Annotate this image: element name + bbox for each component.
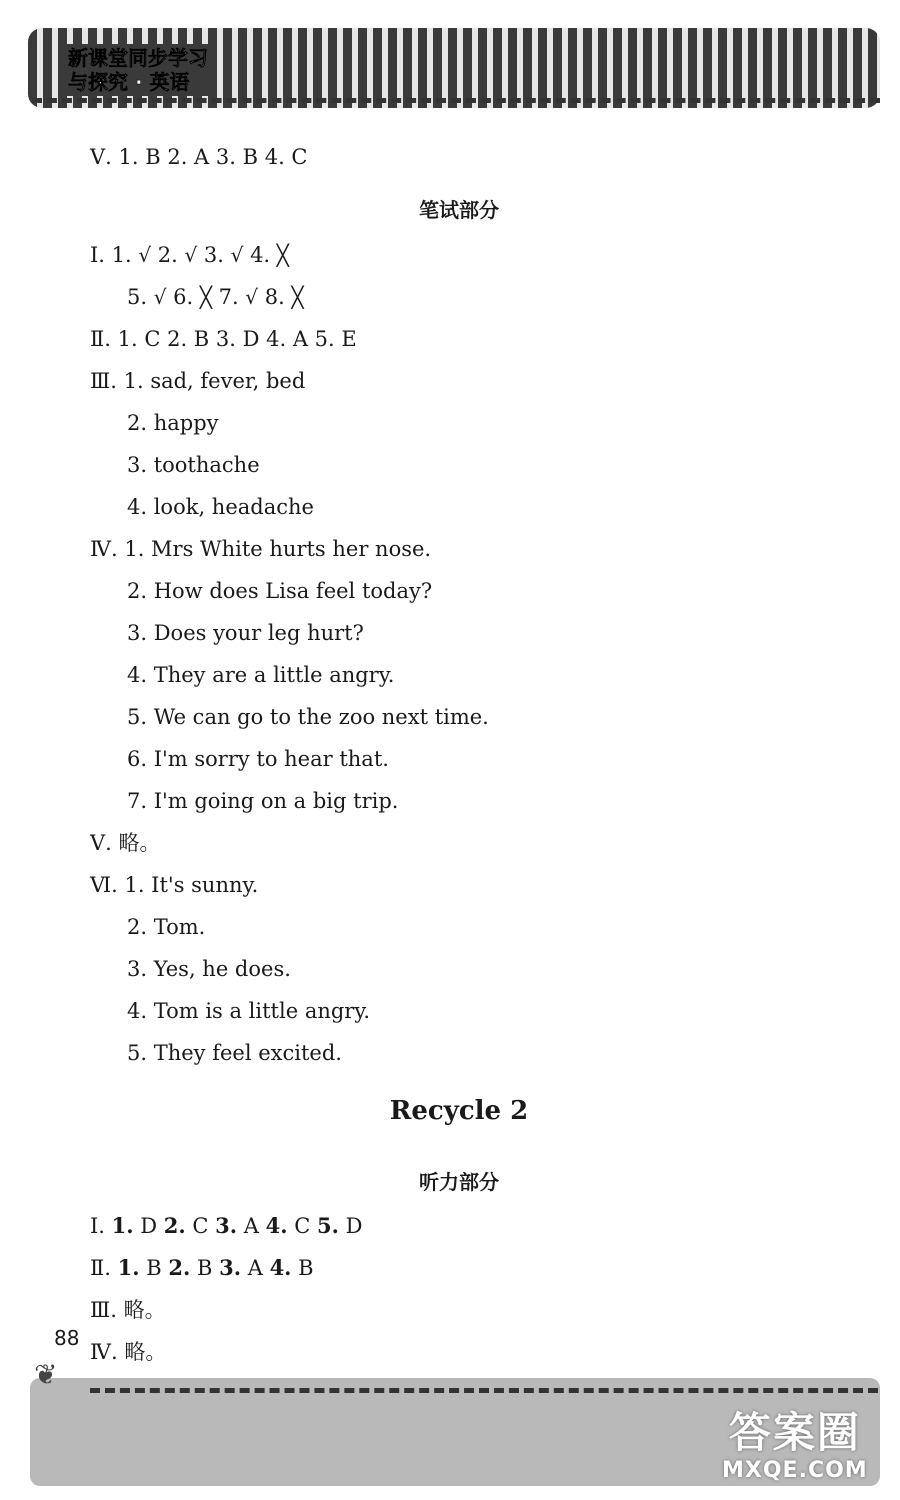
- check-mark-icon: √: [138, 243, 152, 267]
- answer-v-listening: Ⅴ. 1. B 2. A 3. B 4. C: [90, 145, 308, 169]
- book-title-line1: 新课堂同步学习: [68, 46, 208, 70]
- label: 4.: [243, 243, 277, 267]
- section-title-written: 笔试部分: [419, 198, 499, 222]
- label: 8.: [258, 285, 292, 309]
- cross-mark-icon: ╳: [199, 285, 212, 309]
- watermark-url: MXQE.COM: [722, 1458, 868, 1483]
- page-number: 88: [54, 1326, 80, 1350]
- header-divider: [32, 98, 880, 103]
- label: B: [291, 1256, 314, 1280]
- label: B: [190, 1256, 220, 1280]
- answer-vi-5: 5. They feel excited.: [127, 1041, 342, 1065]
- recycle-answer-ii: [90, 1254, 314, 1282]
- answer-iv-2: 2. How does Lisa feel today?: [127, 579, 433, 603]
- label: 1.: [111, 1213, 134, 1238]
- unit-title-recycle-2: Recycle 2: [389, 1096, 529, 1126]
- answer-i-row1: [90, 241, 289, 269]
- cross-mark-icon: ╳: [276, 243, 289, 267]
- check-mark-icon: √: [153, 285, 167, 309]
- answer-iii-1: Ⅲ. 1. sad, fever, bed: [90, 369, 306, 393]
- label: 7.: [211, 285, 246, 309]
- label: Ⅰ. 1.: [90, 243, 139, 267]
- answer-v-written: Ⅴ. 略。: [90, 831, 161, 855]
- answer-iii-3: 3. toothache: [127, 453, 260, 477]
- answer-iv-7: 7. I'm going on a big trip.: [127, 789, 399, 813]
- cross-mark-icon: ╳: [291, 285, 304, 309]
- label: 4.: [269, 1255, 292, 1280]
- label: D: [338, 1214, 363, 1238]
- answer-vi-1: Ⅵ. 1. It's sunny.: [90, 873, 259, 897]
- check-mark-icon: √: [230, 243, 244, 267]
- leaf-icon: ❦: [34, 1358, 58, 1391]
- label: D: [133, 1214, 164, 1238]
- label: A: [241, 1256, 270, 1280]
- answer-iv-5: 5. We can go to the zoo next time.: [127, 705, 489, 729]
- check-mark-icon: √: [184, 243, 198, 267]
- answer-iv-3: 3. Does your leg hurt?: [127, 621, 364, 645]
- answer-iv-6: 6. I'm sorry to hear that.: [127, 747, 389, 771]
- label: 2.: [163, 1213, 186, 1238]
- footer-divider: [90, 1388, 878, 1393]
- label: 3.: [215, 1213, 238, 1238]
- label: 2.: [168, 1255, 191, 1280]
- watermark-logo: [722, 1408, 868, 1483]
- answer-iv-1: Ⅳ. 1. Mrs White hurts her nose.: [90, 537, 432, 561]
- check-mark-icon: √: [245, 285, 259, 309]
- label: 5.: [316, 1213, 339, 1238]
- section-title-listening: 听力部分: [419, 1170, 499, 1194]
- label: A: [237, 1214, 266, 1238]
- book-title: [62, 44, 214, 96]
- answer-vi-2: 2. Tom.: [127, 915, 206, 939]
- label: 3.: [197, 243, 231, 267]
- label: 4.: [265, 1213, 288, 1238]
- label: 1.: [117, 1255, 140, 1280]
- watermark-text: 答案圈: [728, 1408, 861, 1457]
- answer-vi-3: 3. Yes, he does.: [127, 957, 291, 981]
- label: B: [139, 1256, 169, 1280]
- label: 3.: [219, 1255, 242, 1280]
- label: C: [287, 1214, 317, 1238]
- recycle-answer-i: [90, 1212, 362, 1240]
- answer-i-row2: [127, 283, 303, 311]
- label: Ⅰ.: [90, 1214, 112, 1238]
- answer-iii-2: 2. happy: [127, 411, 219, 435]
- answer-iv-4: 4. They are a little angry.: [127, 663, 395, 687]
- label: 5.: [127, 285, 154, 309]
- book-title-line2: 与探究 · 英语: [68, 70, 190, 94]
- label: 6.: [166, 285, 200, 309]
- label: Ⅱ.: [90, 1256, 118, 1280]
- answer-ii: Ⅱ. 1. C 2. B 3. D 4. A 5. E: [90, 327, 357, 351]
- answer-vi-4: 4. Tom is a little angry.: [127, 999, 371, 1023]
- answer-iii-4: 4. look, headache: [127, 495, 314, 519]
- label: C: [185, 1214, 216, 1238]
- recycle-answer-iii: Ⅲ. 略。: [90, 1298, 166, 1322]
- recycle-answer-iv: Ⅳ. 略。: [90, 1340, 167, 1364]
- label: 2.: [151, 243, 185, 267]
